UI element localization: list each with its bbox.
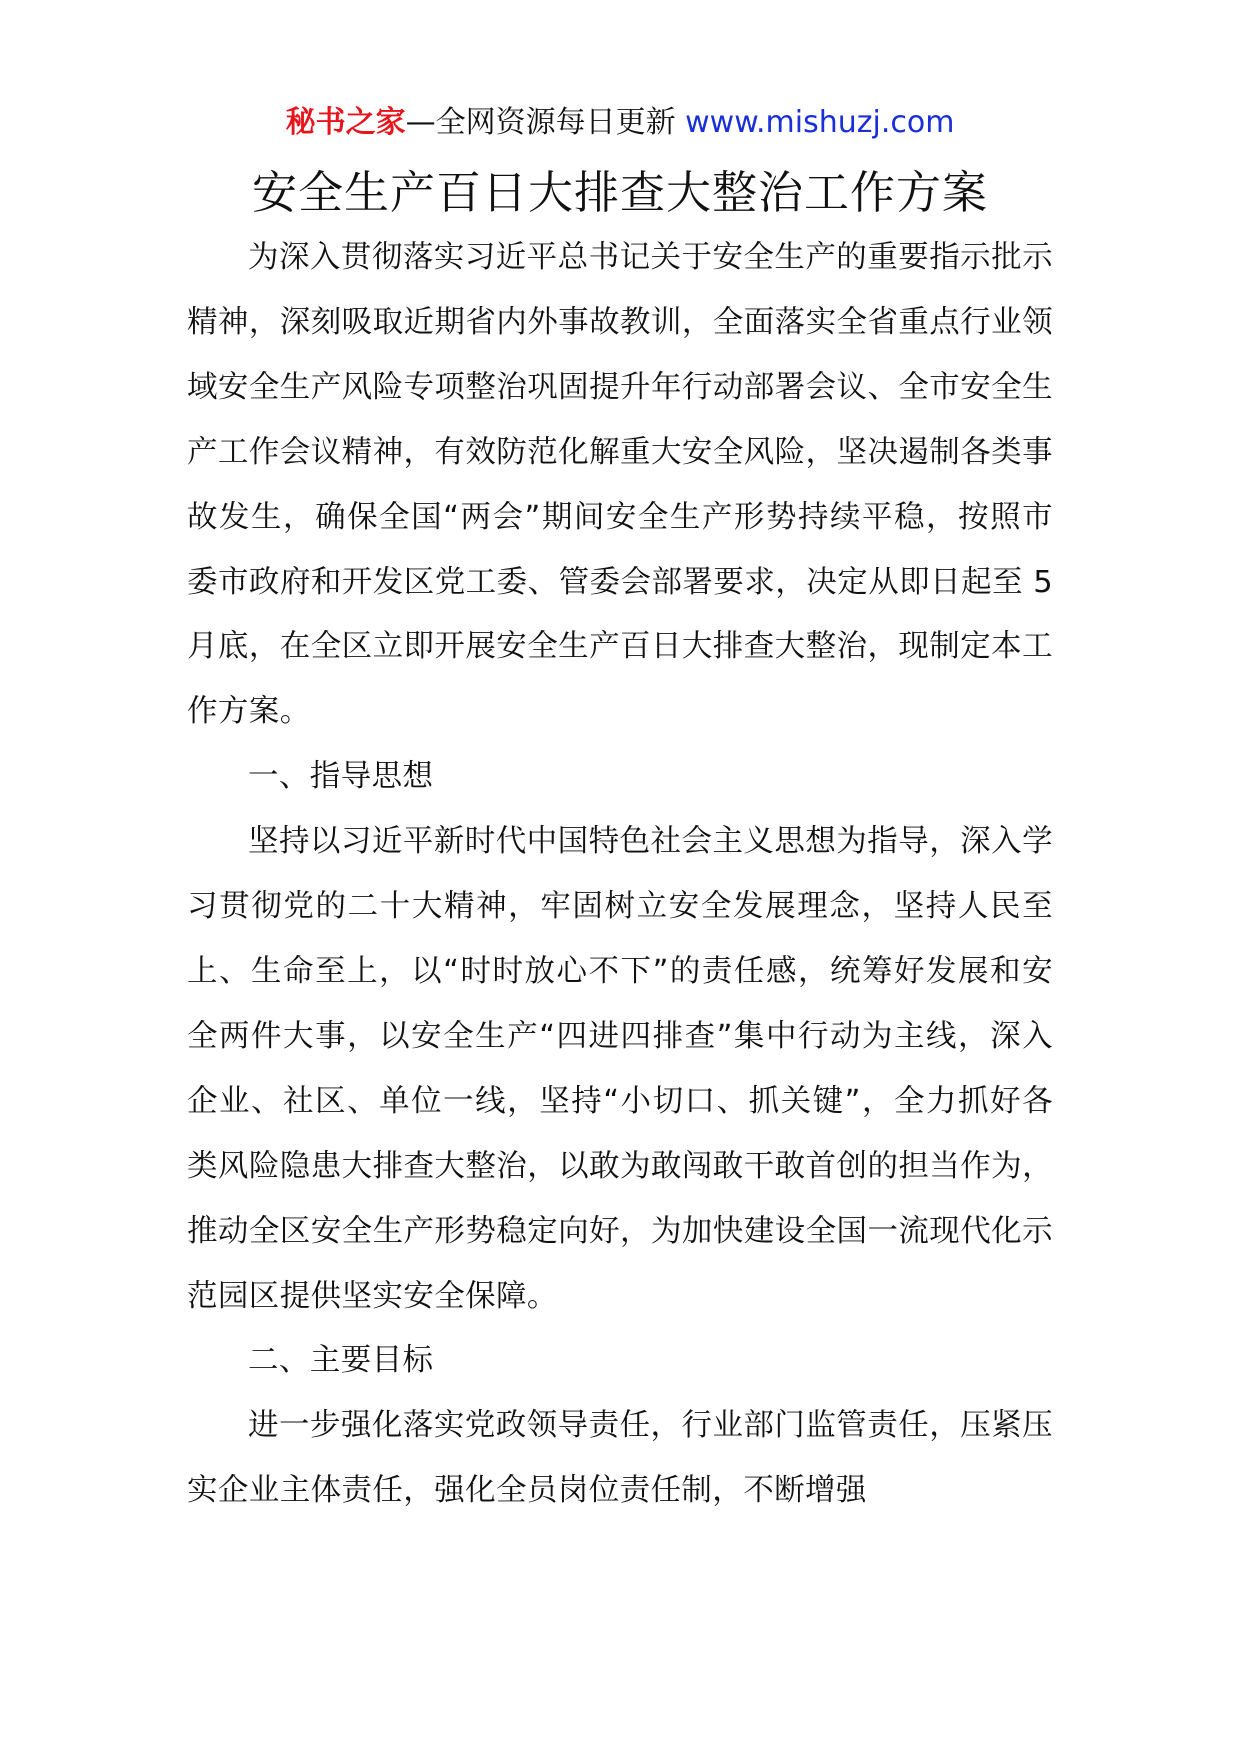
banner-slogan: —全网资源每日更新	[405, 105, 676, 140]
brand-name: 秘书之家	[285, 105, 406, 140]
document-body	[187, 226, 1053, 1524]
site-url-link[interactable]: www.mishuzj.com	[685, 105, 955, 140]
main-goals-paragraph: 进一步强化落实党政领导责任，行业部门监管责任，压紧压实企业主体责任，强化全员岗位责任制，不断增强	[187, 1408, 1053, 1509]
guiding-ideology-paragraph: 坚持以习近平新时代中国特色社会主义思想为指导，深入学习贯彻党的二十大精神，牢固树立安全发展理念，坚持人民至上、生命至上，以“时时放心不下”的责任感，统筹好发展和安全两件大事，以安全生产“四进四排查”集中行动为主线，深入企业、社区、单位一线，坚持“小切口、抓关键”，全力抓好各类风险隐患大排查大整治，以敢为敢闯敢干敢首创的担当作为，推动全区安全生产形势稳定向好，为加快建设全国一流现代化示范园区提供坚实安全保障。	[187, 824, 1053, 1314]
document-title: 安全生产百日大排查大整治工作方案	[251, 166, 988, 219]
site-banner	[0, 100, 1240, 146]
section-heading-main-goals: 二、主要目标	[248, 1343, 434, 1379]
section-heading-guiding-ideology: 一、指导思想	[248, 759, 434, 795]
intro-paragraph: 为深入贯彻落实习近平总书记关于安全生产的重要指示批示精神，深刻吸取近期省内外事故教训，全面落实全省重点行业领域安全生产风险专项整治巩固提升年行动部署会议、全市安全生产工作会议精神，有效防范化解重大安全风险，坚决遏制各类事故发生，确保全国“两会”期间安全生产形势持续平稳，按照市委市政府和开发区党工委、管委会部署要求，决定从即日起至 5 月底，在全区立即开展安全生产百日大排查大整治，现制定本工作方案。	[187, 240, 1053, 730]
